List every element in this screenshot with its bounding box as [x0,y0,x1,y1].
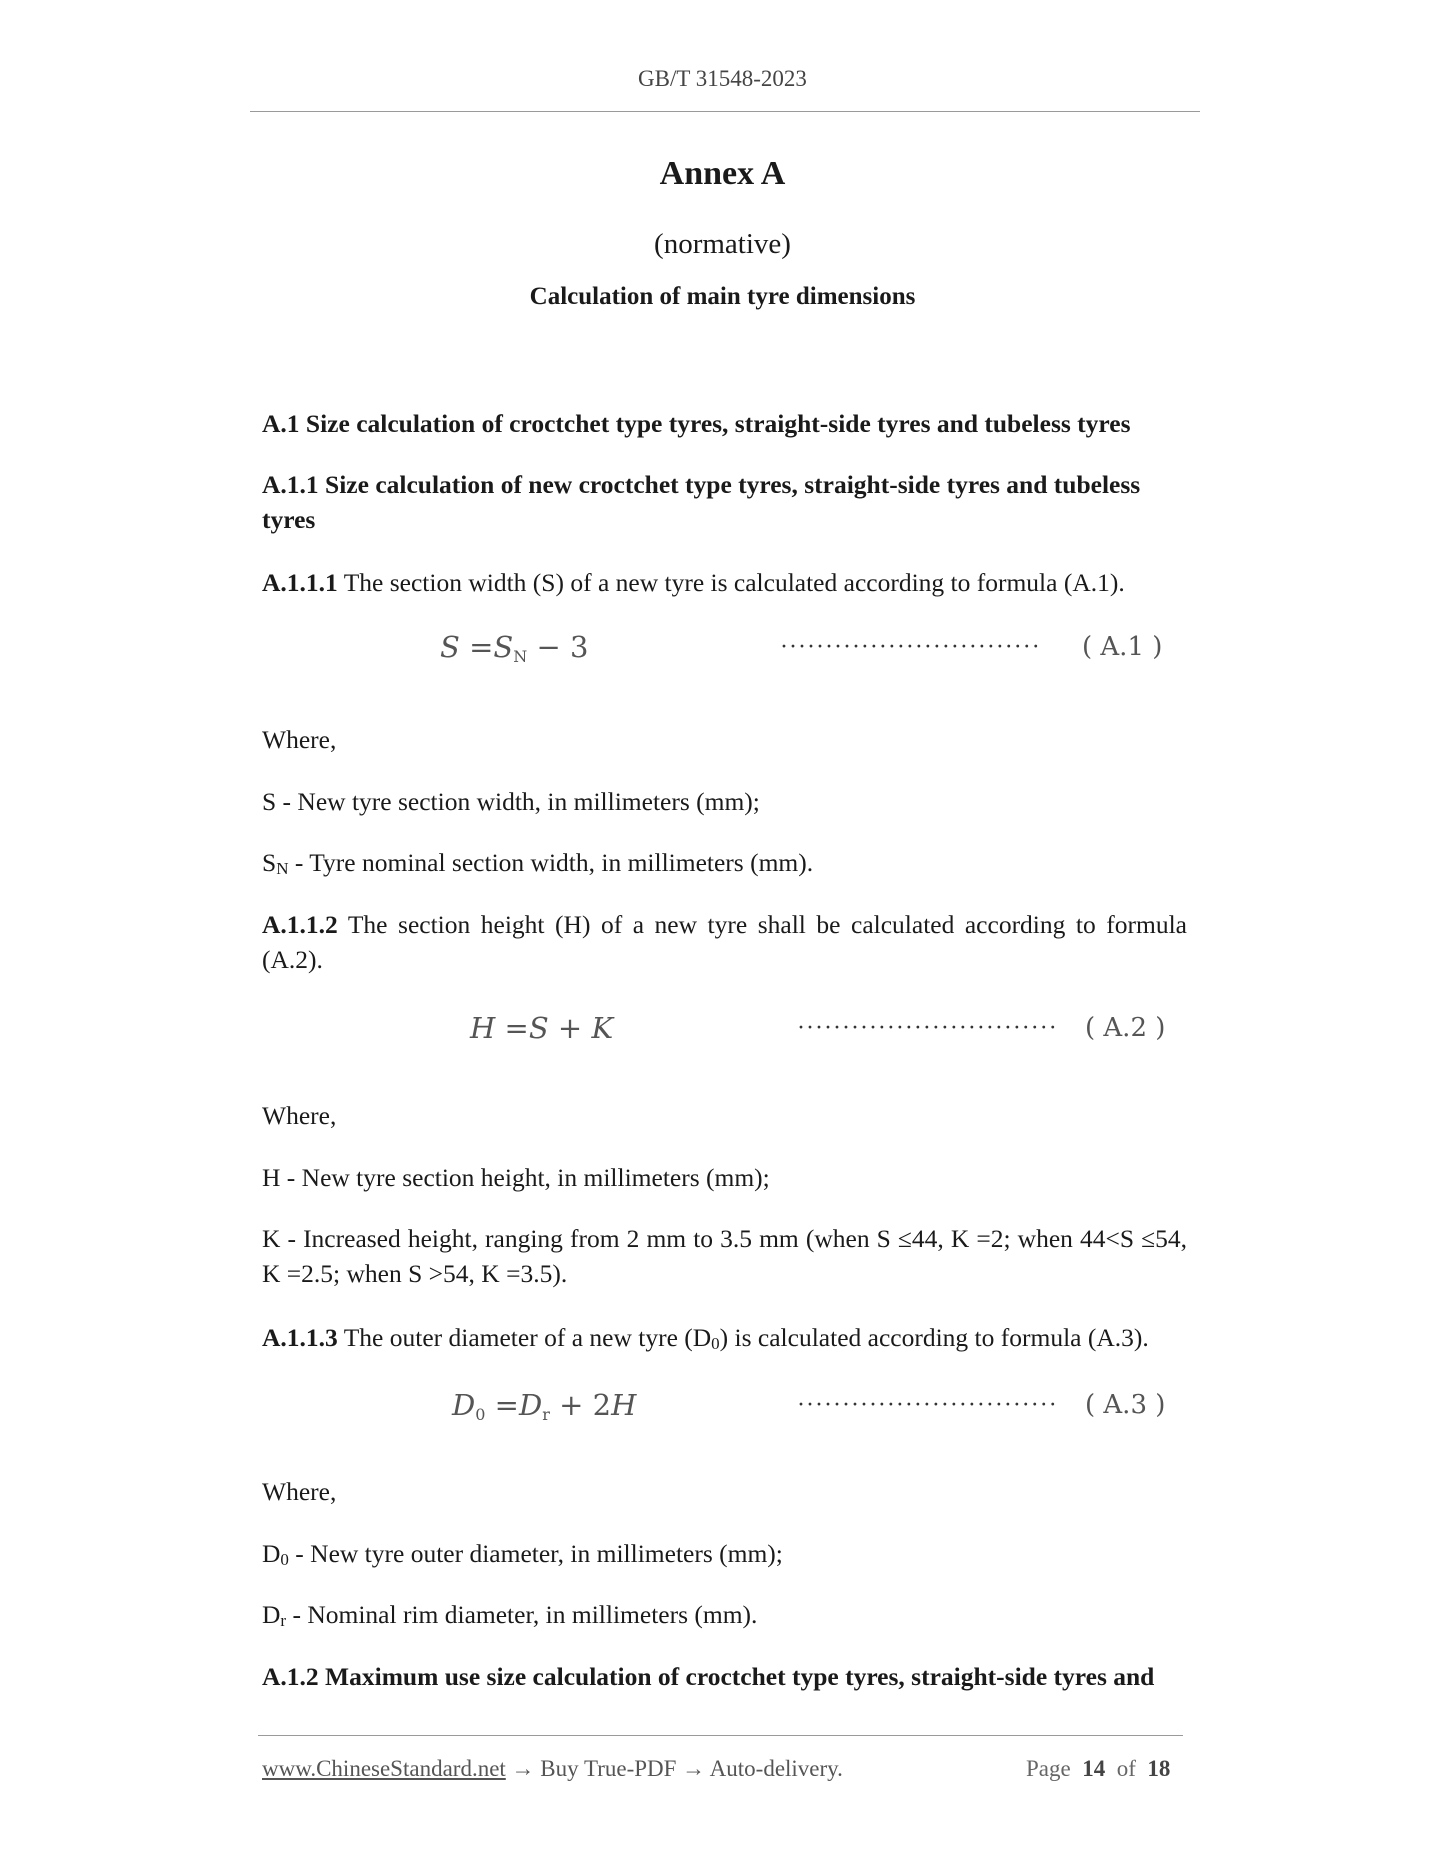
definition-h: H - New tyre section height, in millimeters (mm); [262,1163,770,1192]
document-code-header: GB/T 31548-2023 [638,66,807,91]
clause-a1-1-1 [262,565,1187,600]
section-heading-a1-1: A.1.1 Size calculation of new croctchet type tyres, straight-side tyres and tubeless tyres [262,470,1141,534]
site-link[interactable]: www.ChineseStandard.net [262,1756,506,1781]
formula-operator: = [495,1011,529,1045]
page-label: Page [1026,1756,1071,1781]
footer-promo [262,1756,843,1782]
formula-variable: K [591,1011,614,1045]
annex-caption: Calculation of main tyre dimensions [529,283,916,310]
formula-subscript: N [513,647,528,666]
section-heading-a1: A.1 Size calculation of croctchet type tyres, straight-side tyres and tubeless tyres [262,409,1131,438]
formula-variable: D [452,1388,476,1422]
definition-s: S - New tyre section width, in millimeters (mm); [262,787,760,816]
formula-a2-expression [470,1011,613,1045]
of-label: of [1116,1756,1136,1781]
definition-dr [262,1597,1187,1632]
definition-sn [262,845,1187,880]
formula-a2-number: ( A.2 ) [1085,1013,1166,1043]
definition-d0 [262,1536,1187,1571]
subscript: N [276,859,289,878]
definition-text: - Tyre nominal section width, in millimeters (mm). [288,848,814,877]
clause-a1-1-3 [262,1320,1187,1355]
symbol: D [262,1539,281,1568]
page-total: 18 [1147,1756,1171,1781]
clause-number: A.1.1.1 [262,568,338,597]
footer-promo-text: → Buy True-PDF → Auto-delivery. [505,1756,843,1781]
formula-operator: − 3 [527,630,589,664]
formula-operator: = [485,1388,519,1422]
subscript: r [280,1611,287,1630]
formula-a1-number: ( A.1 ) [1082,632,1163,662]
formula-a2-leader-dots: ····························· [797,1015,1058,1041]
formula-variable: S [493,630,514,664]
clause-text: ) is calculated according to formula (A.3). [719,1323,1149,1352]
where-label: Where, [262,1477,337,1506]
where-label: Where, [262,1101,337,1130]
page-number: 14 [1082,1756,1106,1781]
clause-text: The outer diameter of a new tyre (D [337,1323,712,1352]
annex-type: (normative) [654,228,791,260]
symbol: D [262,1600,281,1629]
formula-subscript: r [542,1405,550,1424]
clause-number: A.1.1.2 [262,910,338,939]
formula-variable: H [611,1388,637,1422]
formula-variable: S [440,630,460,664]
formula-variable: D [518,1388,543,1422]
formula-operator: + 2 [549,1388,612,1422]
header-divider [250,111,1200,112]
formula-subscript: 0 [475,1405,486,1424]
subscript: 0 [711,1334,720,1353]
clause-a1-1-2 [262,907,1187,977]
formula-a1-expression [440,630,588,664]
formula-a3-leader-dots: ····························· [797,1392,1058,1418]
section-heading-a1-2: A.1.2 Maximum use size calculation of croctchet type tyres, straight-side tyres and [262,1662,1155,1691]
formula-a3-expression [452,1388,636,1422]
clause-number: A.1.1.3 [262,1323,338,1352]
definition-k: K - Increased height, ranging from 2 mm to 3.5 mm (when S ≤44, K =2; when 44<S ≤54, K =2.5; when S >54, K =3.5). [262,1224,1187,1288]
definition-text: - New tyre outer diameter, in millimeters (mm); [288,1539,783,1568]
formula-a1-leader-dots: ····························· [780,634,1041,660]
formula-variable: H [470,1011,496,1045]
formula-operator: + [548,1011,592,1045]
annex-title: Annex A [659,155,786,192]
clause-text: The section width (S) of a new tyre is calculated according to formula (A.1). [337,568,1125,597]
clause-text: The section height (H) of a new tyre shall be calculated according to formula (A.2). [262,910,1187,974]
formula-a3-number: ( A.3 ) [1085,1390,1166,1420]
symbol: S [262,848,277,877]
subscript: 0 [280,1550,289,1569]
formula-operator: = [459,630,494,664]
definition-text: - Nominal rim diameter, in millimeters (mm). [286,1600,758,1629]
footer-divider [258,1735,1183,1736]
where-label: Where, [262,725,337,754]
formula-variable: S [528,1011,549,1045]
page-indicator [1026,1756,1170,1782]
